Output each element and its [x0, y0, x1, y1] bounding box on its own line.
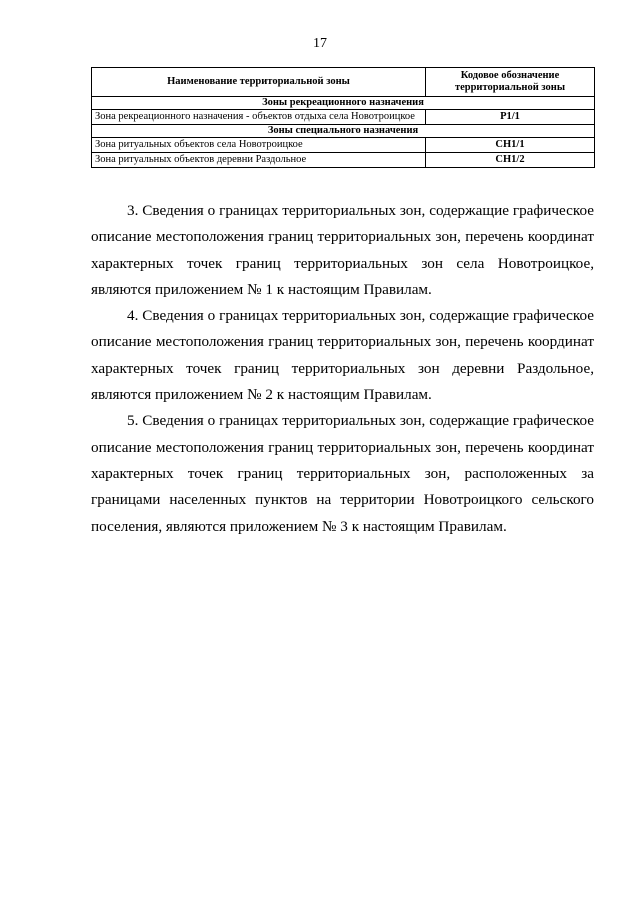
paragraph-4: 4. Сведения о границах территориальных зон, содержащие графическое описание местоположения границ территориальных зон, перечень координат характерных точек границ территориальных зон деревни Раздольное, являются приложением № 2 к настоящим Правилам. — [91, 307, 594, 404]
zone-name-cell: Зона ритуальных объектов деревни Раздольное — [92, 153, 426, 168]
table-group-row — [92, 125, 595, 138]
zone-name-cell: Зона ритуальных объектов села Новотроицкое — [92, 138, 426, 153]
table-row — [92, 153, 595, 168]
zone-code-cell: СН1/2 — [426, 153, 595, 168]
zone-code-cell: СН1/1 — [426, 138, 595, 153]
table-row — [92, 138, 595, 153]
table-group-row — [92, 97, 595, 110]
group-title-recreation: Зоны рекреационного назначения — [92, 97, 595, 110]
zone-name-cell: Зона рекреационного назначения - объектов отдыха села Новотроицкое — [92, 110, 426, 125]
header-zone-name: Наименование территориальной зоны — [92, 68, 426, 97]
paragraph-3: 3. Сведения о границах территориальных зон, содержащие графическое описание местоположения границ территориальных зон, перечень координат характерных точек границ территориальных зон села Новотроицкое, являются приложением № 1 к настоящим Правилам. — [91, 202, 594, 298]
table-header-row — [92, 68, 595, 97]
zone-code-cell: Р1/1 — [426, 110, 595, 125]
zones-table — [91, 67, 595, 168]
header-zone-code: Кодовое обозначение территориальной зоны — [426, 68, 595, 97]
table-row — [92, 110, 595, 125]
paragraph-5: 5. Сведения о границах территориальных зон, содержащие графическое описание местоположения границ территориальных зон, перечень координат характерных точек границ территориальных зон, расположенных за границами населенных пунктов на территории Новотроицкого сельского поселения, являются приложением № 3 к настоящим Правилам. — [91, 412, 594, 535]
page-number: 17 — [313, 36, 327, 51]
body-text — [91, 198, 594, 540]
group-title-special: Зоны специального назначения — [92, 125, 595, 138]
